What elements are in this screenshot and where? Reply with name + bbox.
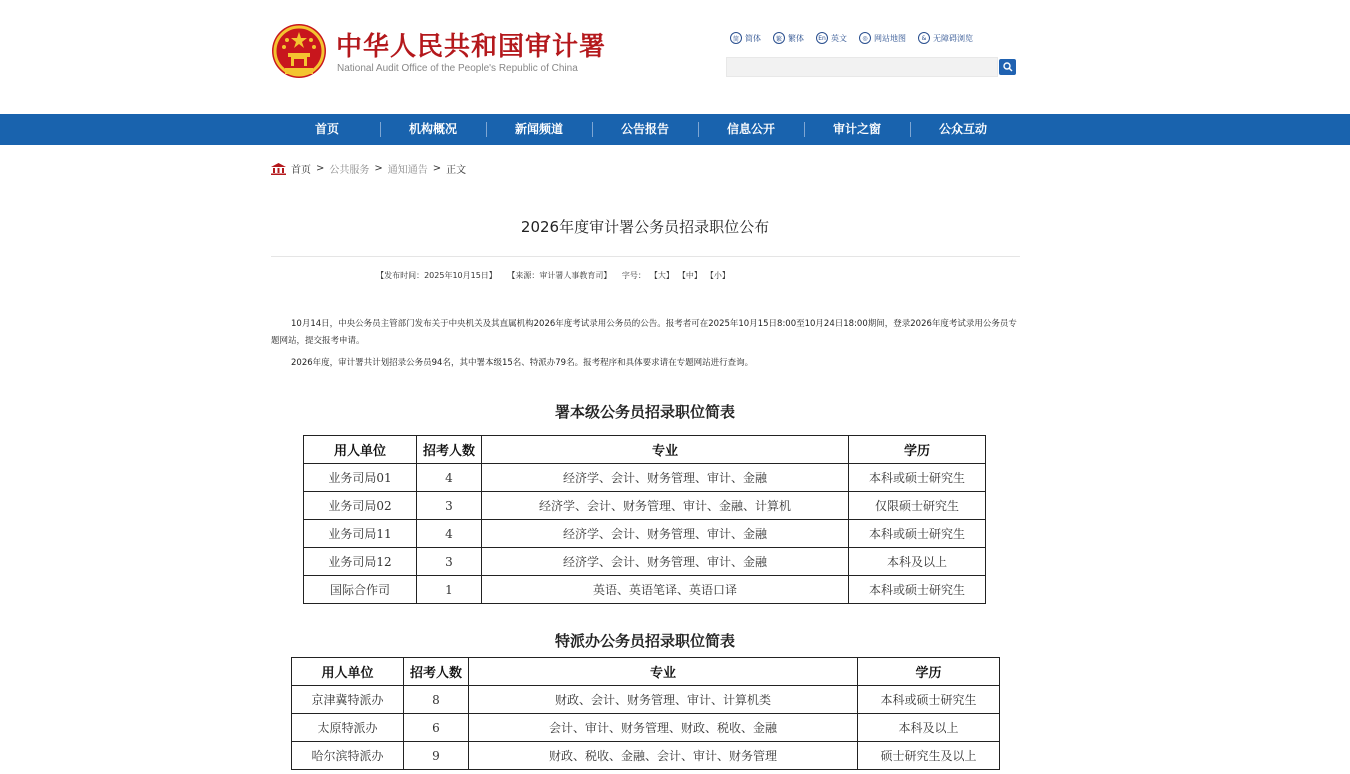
breadcrumb-sep: > (316, 163, 325, 174)
cell-major: 财政、税收、金融、会计、审计、财务管理 (469, 742, 858, 770)
cell-degree: 本科或硕士研究生 (849, 576, 986, 604)
cell-count: 4 (417, 520, 482, 548)
nav-about[interactable]: 机构概况 (380, 114, 486, 145)
site-subtitle: National Audit Office of the People's Republic of China (337, 63, 578, 74)
table-header-row (304, 436, 986, 464)
cell-major: 经济学、会计、财务管理、审计、金融、计算机 (482, 492, 849, 520)
cell-unit: 业务司局11 (304, 520, 417, 548)
cell-count: 6 (404, 714, 469, 742)
table-row (292, 686, 1000, 714)
table-row (292, 714, 1000, 742)
breadcrumb-current: 正文 (446, 165, 467, 176)
article-source: 【来源：审计署人事教育司】 (507, 271, 612, 280)
main-nav (0, 114, 1350, 145)
breadcrumb-sep: > (374, 163, 383, 174)
link-label: 网站地图 (874, 33, 906, 43)
col-unit: 用人单位 (304, 436, 417, 464)
cell-unit: 太原特派办 (292, 714, 404, 742)
table-row (304, 492, 986, 520)
col-count: 招考人数 (404, 658, 469, 686)
search-box (726, 57, 1018, 77)
site-header (0, 0, 1350, 114)
cell-unit: 国际合作司 (304, 576, 417, 604)
col-degree: 学历 (849, 436, 986, 464)
national-emblem-icon[interactable] (271, 23, 327, 79)
article-title: 2026年度审计署公务员招录职位公布 (520, 218, 770, 236)
col-major: 专业 (469, 658, 858, 686)
search-button[interactable] (999, 59, 1016, 75)
table-row (292, 742, 1000, 770)
branch-positions-table (291, 657, 1000, 770)
search-icon (1003, 62, 1013, 72)
article-paragraph-1: 10月14日，中央公务员主管部门发布关于中央机关及其直属机构2026年度考试录用公务员的公告。报考者可在2025年10月15日8:00至10月24日18:00期间，登录2026年度考试录用公务员专题网站，提交报考申请。 (271, 319, 1017, 346)
link-label: 简体 (745, 33, 761, 43)
article-paragraph-2: 2026年度，审计署共计划招录公务员94名，其中署本级15名、特派办79名。报考程序和具体要求请在专题网站进行查询。 (291, 358, 754, 368)
nav-interaction[interactable]: 公众互动 (910, 114, 1016, 145)
table1-caption: 署本级公务员招录职位简表 (554, 403, 735, 421)
nav-news[interactable]: 新闻频道 (486, 114, 592, 145)
traditional-icon: 繁 (773, 32, 785, 44)
cell-count: 1 (417, 576, 482, 604)
table-header-row (292, 658, 1000, 686)
cell-unit: 哈尔滨特派办 (292, 742, 404, 770)
cell-unit: 业务司局12 (304, 548, 417, 576)
font-size-label: 字号： (621, 271, 646, 280)
title-divider (271, 256, 1020, 257)
table2-caption: 特派办公务员招录职位简表 (554, 632, 735, 650)
link-label: 繁体 (788, 33, 804, 43)
top-links (730, 32, 973, 44)
cell-count: 9 (404, 742, 469, 770)
breadcrumb-public-service[interactable]: 公共服务 (329, 165, 370, 176)
cell-major: 财政、会计、财务管理、审计、计算机类 (469, 686, 858, 714)
publish-time: 【发布时间：2025年10月15日】 (376, 271, 497, 280)
col-degree: 学历 (858, 658, 1000, 686)
link-label: 无障碍浏览 (933, 33, 973, 43)
cell-degree: 本科或硕士研究生 (858, 686, 1000, 714)
cell-major: 会计、审计、财务管理、财政、税收、金融 (469, 714, 858, 742)
table-row (304, 548, 986, 576)
col-count: 招考人数 (417, 436, 482, 464)
cell-major: 经济学、会计、财务管理、审计、金融 (482, 548, 849, 576)
cell-count: 8 (404, 686, 469, 714)
hq-positions-table (303, 435, 986, 604)
breadcrumb-notices[interactable]: 通知通告 (387, 165, 428, 176)
breadcrumb-sep: > (432, 163, 442, 174)
table-row (304, 576, 986, 604)
nav-home[interactable]: 首页 (314, 122, 339, 136)
cell-count: 3 (417, 492, 482, 520)
cell-count: 3 (417, 548, 482, 576)
cell-degree: 本科及以上 (849, 548, 986, 576)
simplified-icon: 简 (730, 32, 742, 44)
cell-major: 经济学、会计、财务管理、审计、金融 (482, 464, 849, 492)
nav-info[interactable]: 信息公开 (698, 114, 804, 145)
cell-unit: 业务司局01 (304, 464, 417, 492)
cell-count: 4 (417, 464, 482, 492)
breadcrumb-home[interactable]: 首页 (291, 165, 311, 176)
accessibility-icon: & (918, 32, 930, 44)
cell-degree: 本科或硕士研究生 (849, 520, 986, 548)
article-meta (0, 270, 1106, 281)
link-label: 英文 (831, 33, 847, 43)
col-unit: 用人单位 (292, 658, 404, 686)
site-title[interactable]: 中华人民共和国审计署 (336, 32, 607, 62)
table-row (304, 464, 986, 492)
font-size-small-button[interactable]: 【小】 (709, 271, 730, 280)
cell-unit: 业务司局02 (304, 492, 417, 520)
nav-audit-window[interactable]: 审计之窗 (804, 114, 910, 145)
link-simplified[interactable] (730, 32, 761, 44)
cell-degree: 仅限硕士研究生 (849, 492, 986, 520)
cell-major: 英语、英语笔译、英语口译 (482, 576, 849, 604)
cell-degree: 硕士研究生及以上 (858, 742, 1000, 770)
cell-degree: 本科及以上 (858, 714, 1000, 742)
nav-reports[interactable]: 公告报告 (592, 114, 698, 145)
link-sitemap[interactable] (859, 32, 906, 44)
cell-degree: 本科或硕士研究生 (849, 464, 986, 492)
english-icon: En (816, 32, 828, 44)
link-traditional[interactable] (773, 32, 804, 44)
cell-unit: 京津冀特派办 (292, 686, 404, 714)
search-input[interactable] (726, 57, 998, 77)
home-building-icon (271, 163, 286, 175)
cell-major: 经济学、会计、财务管理、审计、金融 (482, 520, 849, 548)
link-accessibility[interactable] (918, 32, 973, 44)
table-row (304, 520, 986, 548)
breadcrumb (271, 161, 466, 176)
link-english[interactable] (816, 32, 847, 44)
col-major: 专业 (482, 436, 849, 464)
font-size-big-button[interactable]: 【大】 (653, 271, 674, 280)
sitemap-icon: ◎ (859, 32, 871, 44)
font-size-medium-button[interactable]: 【中】 (681, 271, 702, 280)
